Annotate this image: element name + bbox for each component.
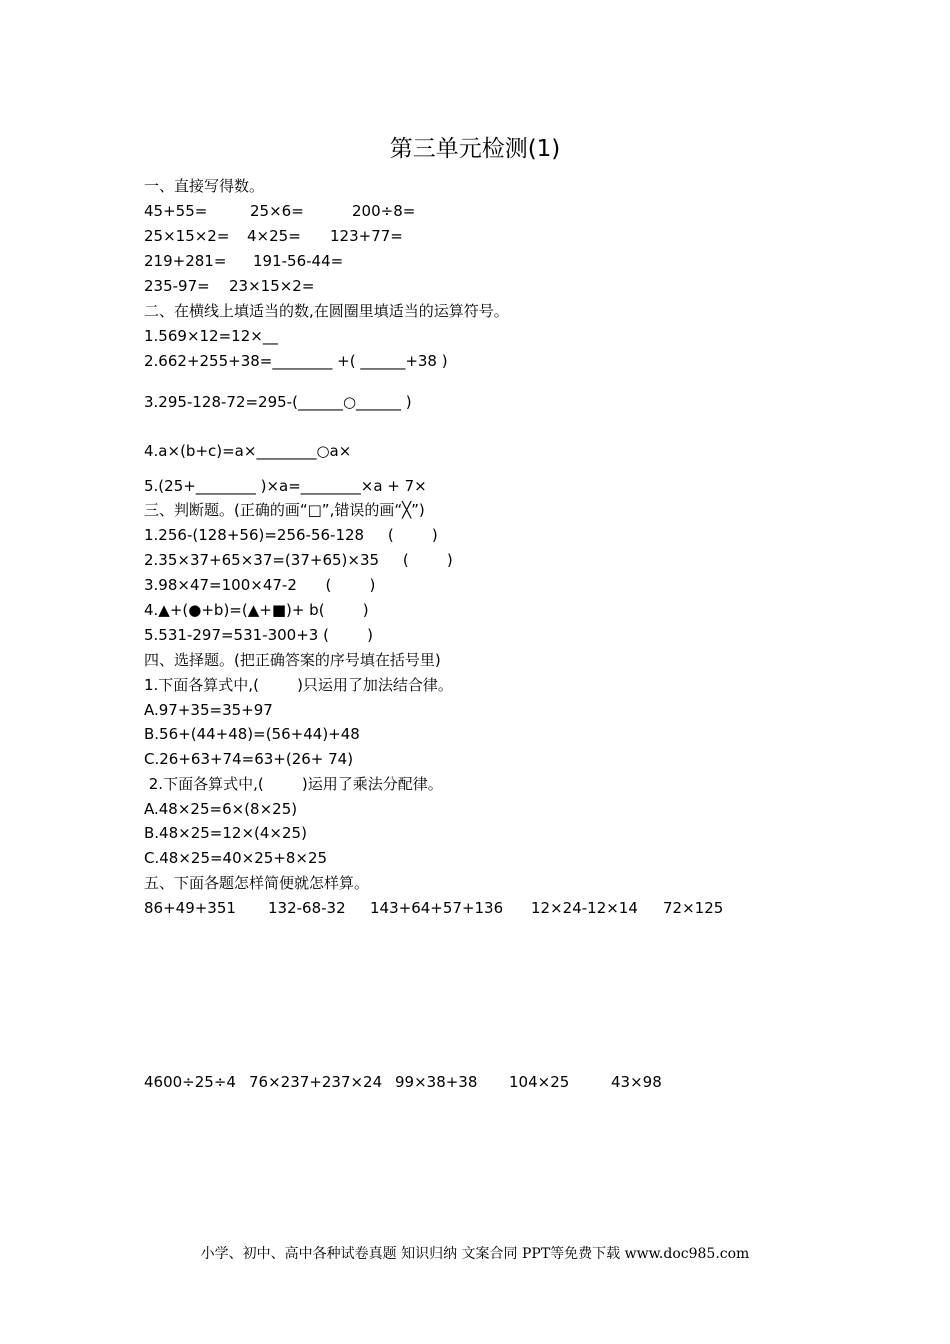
- choice-question: 2.下面各算式中,( )运用了乘法分配律。: [144, 775, 443, 793]
- page-title: 第三单元检测(1): [389, 136, 561, 162]
- section-3-heading: 三、判断题。(正确的画“□”,错误的画“╳”): [144, 501, 425, 519]
- calc-item: 23×15×2=: [229, 277, 315, 295]
- fill-item: 4.a×(b+c)=a×________○a×: [144, 442, 352, 460]
- footer-watermark: 小学、初中、高中各种试卷真题 知识归纳 文案合同 PPT等免费下载 www.doc985.com: [200, 1246, 750, 1262]
- simplify-item: 99×38+38: [395, 1073, 478, 1091]
- calc-item: 4×25=: [247, 227, 301, 245]
- calc-item: 45+55=: [144, 202, 208, 220]
- calc-item: 200÷8=: [352, 202, 416, 220]
- choice-option: C.26+63+74=63+(26+ 74): [144, 750, 354, 768]
- choice-option: C.48×25=40×25+8×25: [144, 849, 328, 867]
- judge-item: 5.531-297=531-300+3 ( ): [144, 626, 373, 644]
- choice-option: A.48×25=6×(8×25): [144, 800, 298, 818]
- judge-item: 2.35×37+65×37=(37+65)×35 ( ): [144, 551, 453, 569]
- section-4-heading: 四、选择题。(把正确答案的序号填在括号里): [144, 651, 441, 669]
- simplify-item: 43×98: [611, 1073, 662, 1091]
- choice-option: B.56+(44+48)=(56+44)+48: [144, 725, 360, 743]
- judge-item: 4.▲+(●+b)=(▲+■)+ b( ): [144, 601, 369, 619]
- simplify-item: 104×25: [509, 1073, 570, 1091]
- fill-item: 2.662+255+38=________ +( ______+38 ): [144, 352, 448, 370]
- choice-question: 1.下面各算式中,( )只运用了加法结合律。: [144, 676, 453, 694]
- simplify-item: 76×237+237×24: [249, 1073, 383, 1091]
- calc-item: 25×6=: [250, 202, 304, 220]
- simplify-item: 4600÷25÷4: [144, 1073, 236, 1091]
- calc-item: 123+77=: [330, 227, 403, 245]
- simplify-item: 86+49+351: [144, 899, 236, 917]
- simplify-item: 132-68-32: [268, 899, 346, 917]
- choice-option: B.48×25=12×(4×25): [144, 824, 307, 842]
- section-2-heading: 二、在横线上填适当的数,在圆圈里填适当的运算符号。: [144, 302, 509, 320]
- calc-item: 235-97=: [144, 277, 210, 295]
- judge-item: 1.256-(128+56)=256-56-128 ( ): [144, 526, 438, 544]
- section-5-heading: 五、下面各题怎样简便就怎样算。: [144, 874, 370, 892]
- fill-item: 3.295-128-72=295-(______○______ ): [144, 393, 412, 411]
- calc-item: 25×15×2=: [144, 227, 230, 245]
- section-1-heading: 一、直接写得数。: [144, 177, 265, 195]
- judge-item: 3.98×47=100×47-2 ( ): [144, 576, 376, 594]
- calc-item: 219+281=: [144, 252, 227, 270]
- simplify-item: 72×125: [663, 899, 724, 917]
- simplify-item: 143+64+57+136: [370, 899, 504, 917]
- choice-option: A.97+35=35+97: [144, 701, 273, 719]
- calc-item: 191-56-44=: [253, 252, 344, 270]
- fill-item: 1.569×12=12×__: [144, 327, 278, 345]
- fill-item: 5.(25+________ )×a=________×a + 7×: [144, 477, 427, 495]
- simplify-item: 12×24-12×14: [531, 899, 638, 917]
